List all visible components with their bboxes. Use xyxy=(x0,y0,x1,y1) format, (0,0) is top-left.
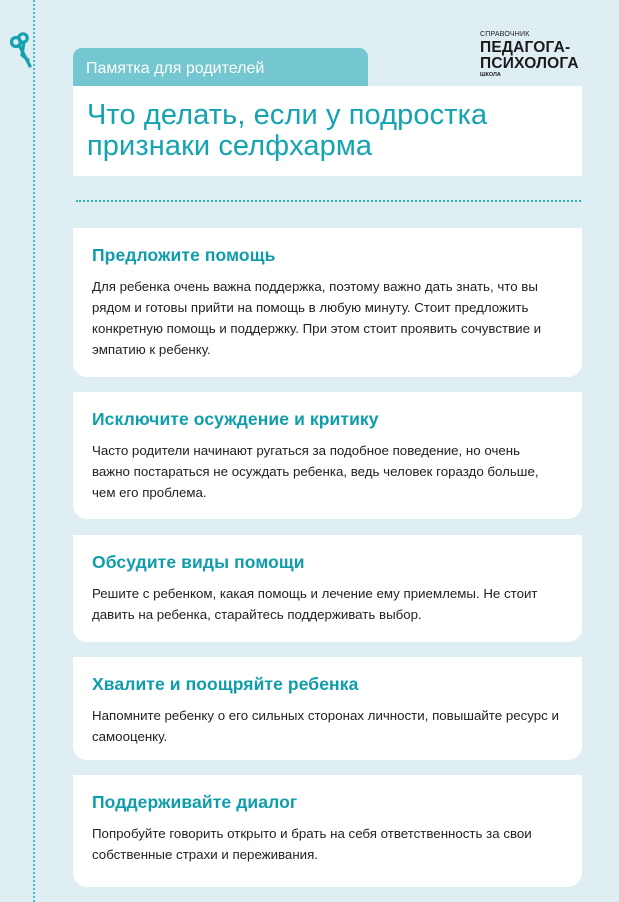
tip-heading: Обсудите виды помощи xyxy=(92,552,305,572)
tip-text: Напомните ребенку о его сильных сторонах личности, повышайте ресурс и самооценку. xyxy=(92,708,559,744)
tip-card-2 xyxy=(73,392,582,519)
tip-heading: Предложите помощь xyxy=(92,245,276,265)
tip-card-5 xyxy=(73,775,582,887)
tip-text: Решите с ребенком, какая помощь и лечение ему приемлемы. Не стоит давить на ребенка, старайтесь поддерживать выбор. xyxy=(92,586,538,622)
logo-line-4: ШКОЛА xyxy=(480,72,501,78)
title-box xyxy=(73,86,582,176)
tip-card-3 xyxy=(73,535,582,642)
page-title: Что делать, если у подростка признаки селфхарма xyxy=(87,99,488,162)
publisher-logo xyxy=(480,31,590,79)
logo-line-1: СПРАВОЧНИК xyxy=(480,31,530,38)
tip-heading: Исключите осуждение и критику xyxy=(92,409,379,429)
tip-heading: Поддерживайте диалог xyxy=(92,792,298,812)
tip-text: Для ребенка очень важна поддержка, поэтому важно дать знать, что вы рядом и готовы прийти на помощь в любую минуту. Стоит предложить конкретную помощь и поддержку. При этом стоит проявить сочувствие и эмпатию к ребенку. xyxy=(92,279,542,357)
dotted-divider xyxy=(76,200,581,202)
tip-card-4 xyxy=(73,657,582,760)
tip-card-1 xyxy=(73,228,582,377)
memo-tab-label: Памятка для родителей xyxy=(73,48,368,87)
tip-text: Часто родители начинают ругаться за подобное поведение, но очень важно постараться не осуждать ребенка, ведь человек гораздо больше, чем его проблема. xyxy=(92,443,539,500)
logo-line-3: ПСИХОЛОГА xyxy=(480,55,579,72)
tip-heading: Хвалите и поощряйте ребенка xyxy=(92,674,359,694)
logo-line-2: ПЕДАГОГА- xyxy=(480,39,571,56)
cut-line xyxy=(33,0,35,902)
scissors-icon xyxy=(8,32,38,72)
tip-text: Попробуйте говорить открыто и брать на себя ответственность за свои собственные страхи и переживания. xyxy=(92,826,532,862)
